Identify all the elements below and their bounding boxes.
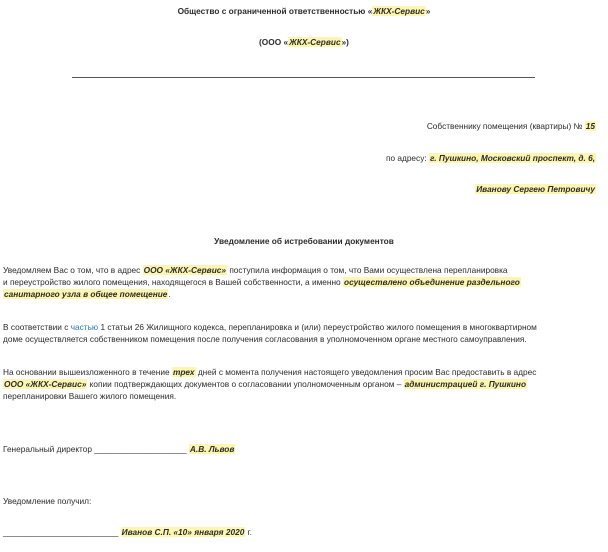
p1-highlight1: осуществлено объединение раздельного [344, 276, 520, 287]
p2-line2: доме осуществляется собственником помещения после получения согласования в уполномоченном органе местного самоуправления. [3, 333, 527, 344]
p2-line1 [3, 322, 603, 334]
p2-text1: В соответствии с [3, 322, 69, 332]
p1-line1 [3, 265, 603, 277]
p3-text3: копии подтверждающих документов о согласовании уполномоченным органом – [89, 378, 402, 389]
company-short-name [0, 37, 608, 49]
recipient-owner [427, 121, 596, 133]
p1-line2 [3, 277, 603, 289]
recipient-address [386, 153, 596, 165]
recipient-name [475, 184, 596, 196]
p1-period: . [168, 288, 171, 299]
received-label: Уведомление получил: [3, 496, 92, 506]
document-title: Уведомление об истребовании документов [214, 236, 394, 246]
p3-authority: администрацией г. Пушкино [404, 378, 527, 389]
director-position: Генеральный директор [3, 444, 92, 454]
p1-text2: поступила информация о том, что Вами осуществлена перепланировка [229, 265, 508, 275]
p1-line3 [3, 289, 603, 301]
received-signature [3, 527, 252, 539]
received-line: _________________________ [3, 527, 119, 537]
p3-days: трех [172, 367, 195, 377]
company-prefix: Общество с ограниченной ответственностью « [177, 6, 373, 16]
p3-text1: На основании вышеизложенного в течение [3, 367, 170, 377]
p1-highlight2: санитарного узла в общее помещение [4, 288, 168, 299]
paragraph-request [3, 367, 603, 402]
p3-text2: дней с момента получения настоящего уведомления просим Вас предоставить в адрес [197, 367, 537, 377]
p3-line3: перепланировки Вашего жилого помещения. [3, 390, 177, 401]
short-name-highlight: ЖКХ-Сервис [289, 37, 341, 47]
p2-text2: 1 статьи 26 Жилищного кодекса, перепланировка и (или) переустройство жилого помещения в многоквартирном [100, 322, 537, 332]
director-signature [3, 444, 235, 456]
short-suffix: ») [341, 37, 349, 47]
company-suffix: » [425, 6, 431, 16]
short-prefix: (ООО « [259, 37, 289, 47]
owner-label: Собственнику помещения (квартиры) № [426, 121, 583, 131]
header-divider [72, 77, 535, 78]
p3-line2 [3, 379, 603, 391]
p1-text1: Уведомляем Вас о том, что в адрес [3, 265, 141, 275]
apartment-number: 15 [585, 121, 595, 131]
company-full-name [0, 6, 608, 18]
p1-org: ООО «ЖКХ-Сервис» [143, 265, 226, 275]
p1-text3: и переустройство жилого помещения, находящегося в Вашей собственности, а именно [3, 276, 341, 287]
p3-org: ООО «ЖКХ-Сервис» [4, 378, 87, 389]
paragraph-legal-basis [3, 322, 603, 346]
signature-line: ____________________ [94, 444, 187, 454]
received-name-date: Иванов С.П. «10» января 2020 [121, 527, 245, 537]
company-name-highlight: ЖКХ-Сервис [373, 6, 425, 16]
p3-line1 [3, 367, 603, 379]
recipient-name-value: Иванову Сергею Петровичу [476, 184, 595, 194]
address-label: по адресу: [385, 153, 427, 163]
director-name: А.В. Львов [189, 444, 235, 454]
address-value: г. Пушкино, Московский проспект, д. 6, [429, 153, 595, 163]
received-year-suffix: г. [247, 527, 252, 537]
law-part-link[interactable]: частью [70, 322, 99, 332]
paragraph-notification [3, 265, 603, 300]
